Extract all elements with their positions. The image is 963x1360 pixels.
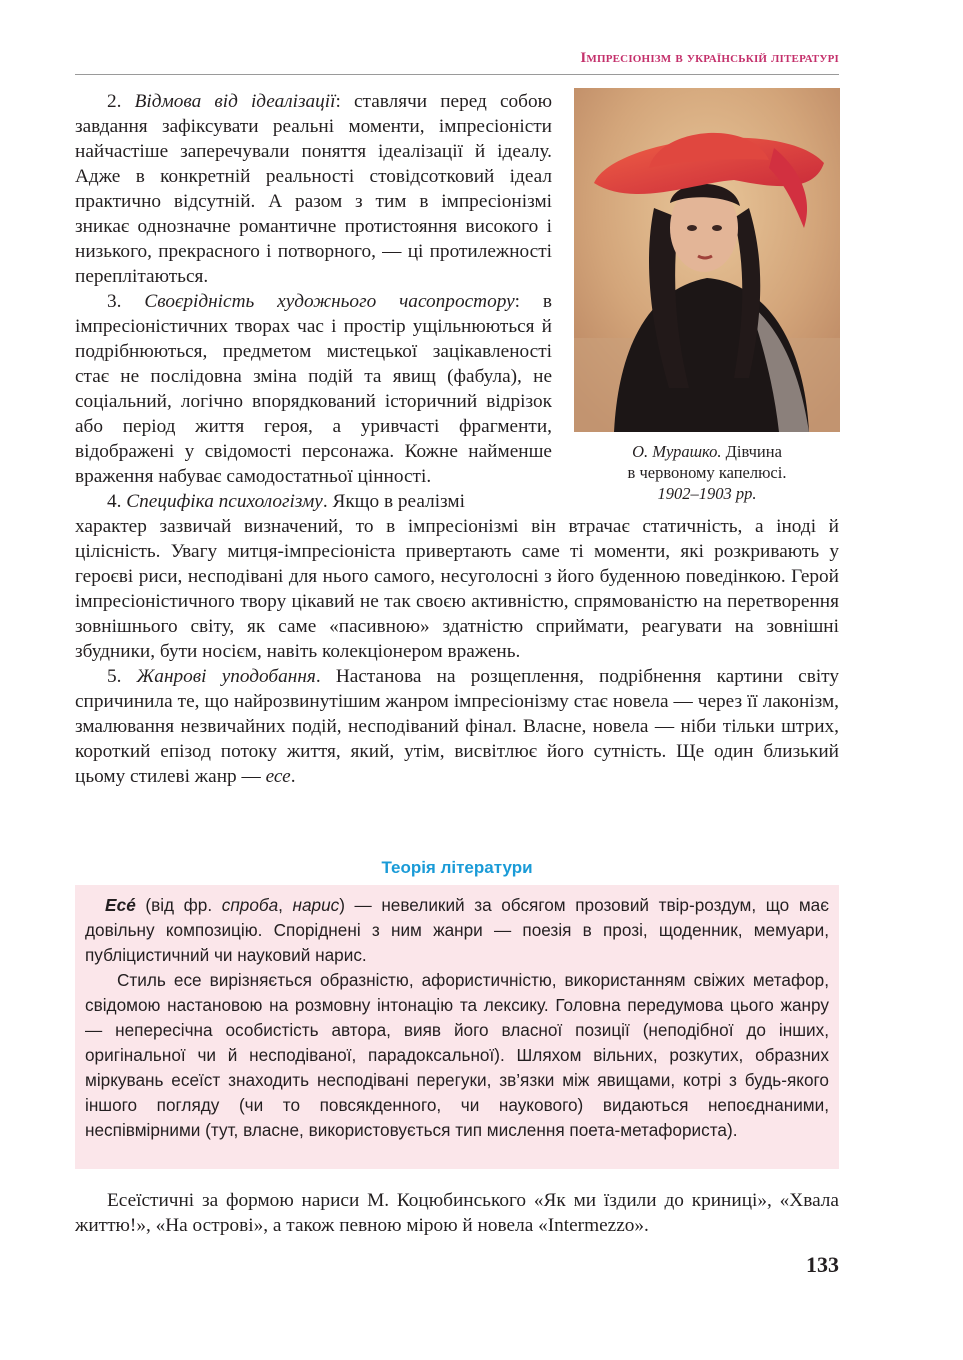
paragraph-4-start (75, 489, 552, 514)
paragraph-number: 3. (107, 291, 145, 312)
closing-paragraph (75, 1188, 839, 1238)
paragraph-3 (75, 289, 552, 489)
theory-paragraph-2: Стиль есе вирізняється образністю, афористичністю, використанням свіжих метафор, свідомою настановою на розмовну інтонацію та лексику. Головна передумова цього жанру — непересічна особистість автора, вияв його власної позиції (неподібної до інших, оригінальної чи й несподіваної, парадоксальної). Шляхом вільних, розкутих, образних міркувань есеїст знаходить несподівані перегуки, зв’язки між явищами, котрі з будь-якого іншого погляду (чи то повсякденного, чи наукового) видаються непоєднаними, неспівмірними (тут, власне, використовується тип мислення поета-метафориста). (85, 970, 829, 1140)
paragraph-number: 4. (107, 491, 127, 512)
paragraph-number: 2. (107, 91, 135, 112)
paragraph-text: . Якщо в реалізмі (322, 491, 465, 512)
running-title: Імпресіонізм в українській літературі (580, 50, 839, 66)
page-number: 133 (806, 1252, 839, 1277)
paragraph-4-rest: характер зазвичай визначений, то в імпресіонізмі він втрачає статичність, а іноді й цілісність. Увагу митця-імпресіоніста привертають саме ті моменти, які розкривають у героєві риси, несподівані для нього самого, несуголосні з його буденною поведінкою. Герой імпресіоністичного твору цікавий не так своєю активністю, спрямованістю на перетворення зовнішнього світу, як саме «пасивною» здатністю сприймати, реагувати на зовнішні збудники, бути носієм, навіть колекціонером вражень. (75, 516, 839, 662)
paragraph-text: . Настанова на розщеплення, подрібнення картини світу спричинила те, що найрозвинутішим жанром імпресіонізму стає новела — через її лаконізм, змалювання незвичайних подій, несподіваний фінал. Власне, новела — ніби тільки штрих, короткий епізод потоку життя, який, утім, висвітлює його сутність. Ще один близький цьому стилеві жанр — (75, 666, 839, 787)
paragraph-end: . (290, 766, 296, 787)
header-divider (75, 74, 839, 75)
paragraph-term: Специфіка психологізму (126, 491, 323, 512)
theory-def-text: , (278, 895, 293, 915)
main-text (75, 89, 839, 789)
theory-definition (85, 893, 829, 968)
closing-text: Есеїстичні за формою нариси М. Коцюбинського «Як ми їздили до криниці», «Хвала життю!», «На острові», а також певною мірою й новела «Intermezzo». (75, 1190, 839, 1236)
caption-title-part2: в червоному капелюсі. (627, 463, 787, 482)
paragraph-term: Жанрові уподобання (136, 666, 316, 687)
theory-box (75, 885, 839, 1169)
caption-title-part1: Дівчина (721, 442, 782, 461)
theory-def-text: ) — невеликий за обсягом прозовий твір-роздум, що має довільну композицію. Споріднені з ним жанри — поезія в прозі, щоденник, мемуари, публіцистичний чи науковий нарис. (85, 895, 829, 965)
paragraph-term: Відмова від ідеалізації (134, 91, 336, 112)
paragraph-2 (75, 89, 552, 289)
paragraph-number: 5. (107, 666, 137, 687)
theory-term: Есé (105, 895, 136, 915)
theory-def-text: (від фр. (135, 895, 222, 915)
paragraph-text: : в імпресіоністичних творах час і простір ущільнюються й подрібнюються, предметом мистецької зацікавленості стає не послідовна зміна подій та явищ (фабула), не соціальний, логічно впорядкований історичний відрізок або період життя героя, а уривчасті фрагменти, відображені у свідомості персонажа. Кожне найменше враження набуває самодостатньої цінності. (75, 291, 552, 487)
paragraph-term: Своєрідність художнього часопростору (144, 291, 515, 312)
paragraph-term-ese: есе (265, 766, 291, 787)
theory-section-title: Теорія літератури (381, 858, 533, 877)
caption-years: 1902–1903 рр. (657, 484, 757, 503)
paragraph-text: : ставлячи перед собою завдання зафіксувати реальні моменти, імпресіоністи найчастіше заперечували поняття ідеалізації й ідеалу. Адже в конкретній реальності стовідсотковий ідеал практично відсутній. А разом з тим в імпресіонізмі зникає однозначне романтичне протистояння високого і низького, прекрасного і потворного, — ці протилежності переплітаються. (75, 91, 553, 287)
theory-def-italic: нарис (292, 895, 340, 915)
paragraph-5 (75, 664, 839, 789)
theory-def-italic: спроба (221, 895, 279, 915)
caption-author: О. Мурашко. (632, 442, 722, 461)
